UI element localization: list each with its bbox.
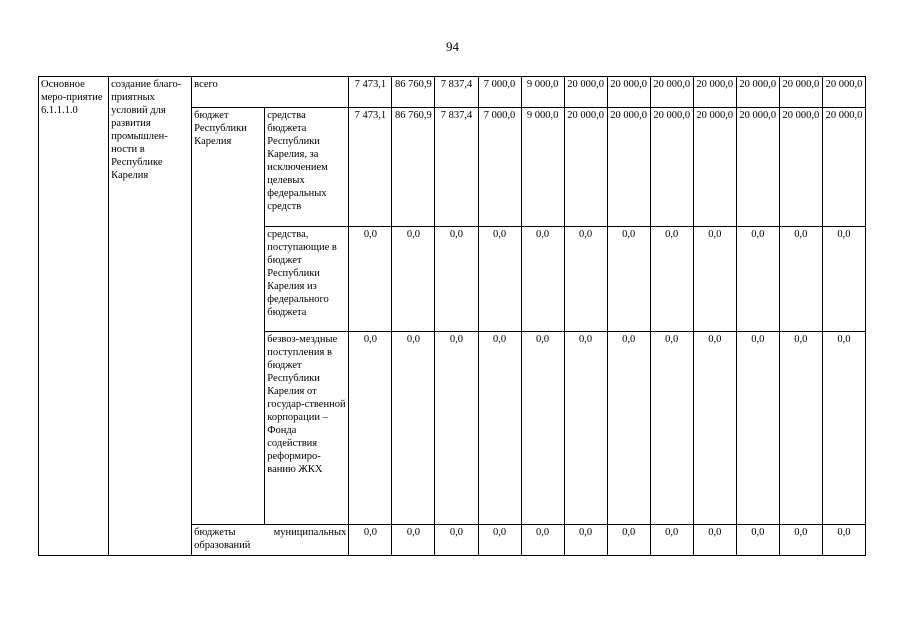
- value-cell: 0,0: [521, 525, 564, 556]
- value-cell: 20 000,0: [736, 77, 779, 108]
- value-cell: 20 000,0: [564, 108, 607, 227]
- source-text: образований: [194, 540, 251, 551]
- source-text: бюджеты: [194, 527, 236, 538]
- value-cell: 9 000,0: [521, 108, 564, 227]
- value-cell: 0,0: [435, 227, 478, 332]
- value-cell: 0,0: [392, 332, 435, 525]
- value-cell: 0,0: [607, 332, 650, 525]
- value-cell: 0,0: [736, 227, 779, 332]
- source-cell: бюджет Республики Карелия: [192, 108, 265, 525]
- value-cell: 20 000,0: [607, 77, 650, 108]
- value-cell: 20 000,0: [607, 108, 650, 227]
- value-cell: 0,0: [779, 332, 822, 525]
- value-cell: 0,0: [607, 227, 650, 332]
- page-number: 94: [446, 39, 459, 54]
- value-cell: 0,0: [822, 227, 865, 332]
- value-cell: 0,0: [779, 525, 822, 556]
- value-cell: 7 000,0: [478, 77, 521, 108]
- value-cell: 20 000,0: [693, 77, 736, 108]
- table-row-total: [39, 77, 866, 108]
- value-cell: 0,0: [478, 332, 521, 525]
- value-cell: 0,0: [693, 525, 736, 556]
- value-cell: 0,0: [435, 332, 478, 525]
- value-cell: 20 000,0: [650, 108, 693, 227]
- value-cell: 0,0: [435, 525, 478, 556]
- value-cell: 20 000,0: [822, 108, 865, 227]
- value-cell: 0,0: [607, 525, 650, 556]
- value-cell: 0,0: [822, 332, 865, 525]
- value-cell: 0,0: [650, 227, 693, 332]
- value-cell: 7 837,4: [435, 108, 478, 227]
- value-cell: 86 760,9: [392, 108, 435, 227]
- subsource-cell: средства бюджета Республики Карелия, за исключением целевых федеральных средств: [265, 108, 349, 227]
- value-cell: 20 000,0: [736, 108, 779, 227]
- measure-cell: Основное меро-приятие 6.1.1.1.0: [39, 77, 109, 556]
- value-cell: 0,0: [564, 332, 607, 525]
- value-cell: 0,0: [349, 227, 392, 332]
- subsource-cell: безвоз-мездные поступления в бюджет Республики Карелия от государ-ственной корпорации – Фонда содействия реформиро-ванию ЖКХ: [265, 332, 349, 525]
- value-cell: 86 760,9: [392, 77, 435, 108]
- value-cell: 0,0: [392, 525, 435, 556]
- purpose-cell: создание благо-приятных условий для развития промышлен-ности в Республике Карелия: [109, 77, 192, 556]
- source-cell: всего: [192, 77, 349, 108]
- value-cell: 7 473,1: [349, 108, 392, 227]
- value-cell: 7 473,1: [349, 77, 392, 108]
- value-cell: 0,0: [349, 332, 392, 525]
- value-cell: 0,0: [478, 525, 521, 556]
- value-cell: 7 000,0: [478, 108, 521, 227]
- value-cell: 20 000,0: [779, 108, 822, 227]
- value-cell: 0,0: [392, 227, 435, 332]
- value-cell: 0,0: [478, 227, 521, 332]
- budget-table: [38, 76, 866, 556]
- value-cell: 0,0: [650, 525, 693, 556]
- value-cell: 0,0: [693, 332, 736, 525]
- value-cell: 0,0: [779, 227, 822, 332]
- value-cell: 0,0: [564, 525, 607, 556]
- source-text: муниципальных: [273, 527, 347, 538]
- value-cell: 0,0: [521, 332, 564, 525]
- value-cell: 20 000,0: [693, 108, 736, 227]
- value-cell: 20 000,0: [650, 77, 693, 108]
- subsource-cell: средства, поступающие в бюджет Республики Карелия из федерального бюджета: [265, 227, 349, 332]
- value-cell: 20 000,0: [779, 77, 822, 108]
- value-cell: 0,0: [736, 332, 779, 525]
- value-cell: 7 837,4: [435, 77, 478, 108]
- value-cell: 0,0: [693, 227, 736, 332]
- source-cell: [192, 525, 349, 556]
- value-cell: 0,0: [564, 227, 607, 332]
- value-cell: 0,0: [521, 227, 564, 332]
- value-cell: 0,0: [822, 525, 865, 556]
- value-cell: 0,0: [349, 525, 392, 556]
- value-cell: 9 000,0: [521, 77, 564, 108]
- value-cell: 0,0: [650, 332, 693, 525]
- value-cell: 20 000,0: [822, 77, 865, 108]
- value-cell: 20 000,0: [564, 77, 607, 108]
- value-cell: 0,0: [736, 525, 779, 556]
